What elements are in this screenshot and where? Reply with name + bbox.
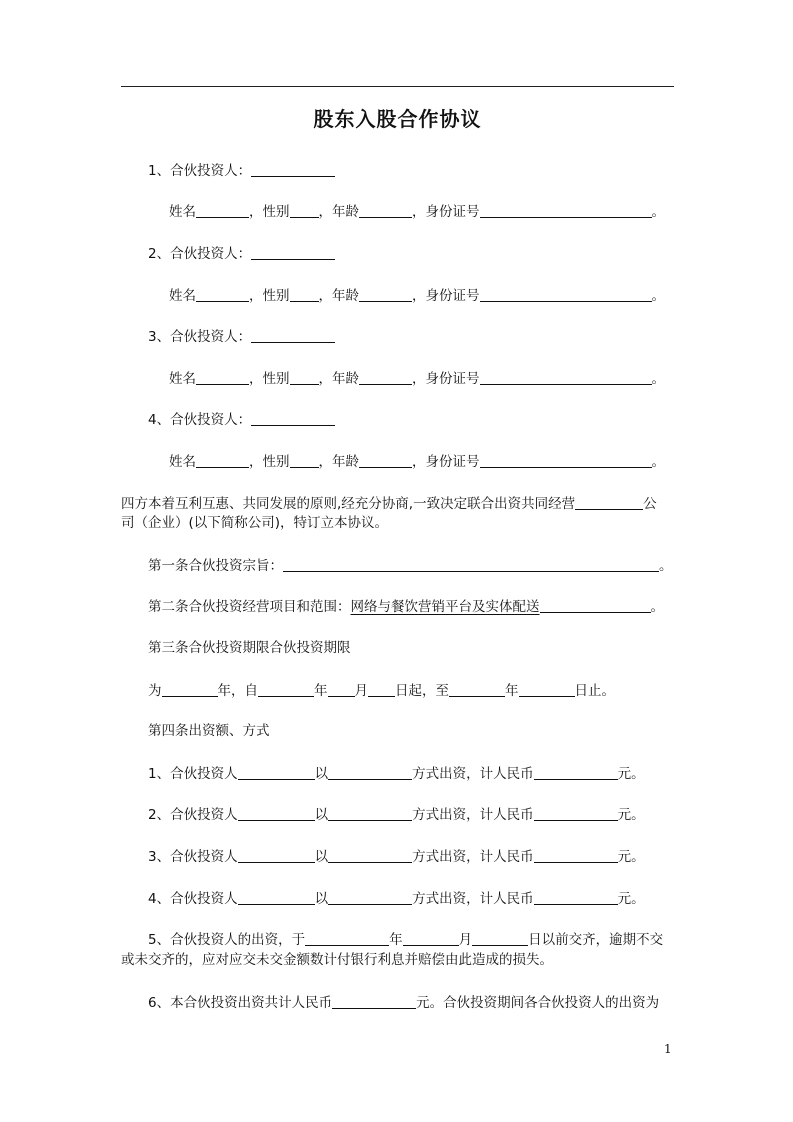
end-mark: 。	[651, 454, 665, 470]
item-text: 以	[314, 766, 329, 782]
name-label: 姓名	[169, 454, 196, 470]
term-text: 年	[314, 683, 328, 699]
name-label: 姓名	[169, 288, 196, 304]
blank	[328, 764, 412, 780]
blank	[238, 805, 315, 821]
blank	[368, 681, 395, 697]
item-text: 方式出资，计人民币	[412, 891, 534, 907]
id-label: ，身份证号	[412, 288, 480, 304]
age-label: ，年龄	[318, 288, 359, 304]
item-text: 元。	[617, 766, 645, 782]
intro-text: 四方本着互利互惠、共同发展的原则,经充分协商,一致决定联合出资共同经营	[121, 496, 576, 512]
blank	[359, 202, 412, 218]
article-label: 第三条合伙投资期限合伙投资期限	[148, 640, 351, 656]
gender-label: ，性别	[249, 454, 290, 470]
item-text: 4、合伙投资人	[148, 891, 238, 907]
term-text: 年	[505, 683, 519, 699]
name-label: 姓名	[169, 204, 196, 220]
item-text: 元。	[617, 807, 645, 823]
end-mark: 。	[651, 371, 665, 387]
item-text: 以	[314, 891, 329, 907]
blank	[403, 930, 459, 946]
item-text: 1、合伙投资人	[148, 766, 238, 782]
partner-label: 2、合伙投资人：	[148, 246, 252, 262]
term-text: 日起，至	[395, 683, 449, 699]
age-label: ，年龄	[318, 204, 359, 220]
blank	[480, 452, 652, 468]
contribution-item-2	[148, 805, 645, 824]
partner-1-info-line	[169, 202, 665, 221]
gender-label: ，性别	[249, 371, 290, 387]
item-text: 日以前交齐，逾期不交	[528, 932, 664, 948]
article-label: 第一条合伙投资宗旨：	[148, 558, 283, 574]
gender-label: ，性别	[249, 288, 290, 304]
blank	[519, 681, 575, 697]
intro-line-2	[121, 514, 388, 532]
article-1	[148, 556, 673, 575]
contribution-item-5-line-1	[148, 930, 663, 949]
blank	[196, 369, 249, 385]
id-label: ，身份证号	[412, 454, 480, 470]
term-text: 为	[148, 683, 162, 699]
contribution-item-3	[148, 847, 645, 866]
intro-line-1	[121, 494, 657, 513]
blank	[251, 244, 335, 260]
blank	[575, 494, 643, 510]
contribution-item-4	[148, 889, 645, 908]
item-text: 或未交齐的，应对应交未交金额数计付银行利息并赔偿由此造成的损失。	[121, 952, 553, 968]
blank	[290, 202, 319, 218]
blank	[238, 889, 315, 905]
blank	[251, 410, 335, 426]
blank	[328, 805, 412, 821]
item-text: 以	[314, 807, 329, 823]
blank	[283, 556, 659, 572]
item-text: 年	[389, 932, 403, 948]
blank	[258, 681, 314, 697]
end-mark: 。	[651, 204, 665, 220]
article-label: 第四条出资额、方式	[148, 723, 270, 739]
item-text: 方式出资，计人民币	[412, 766, 534, 782]
blank	[359, 286, 412, 302]
blank	[196, 452, 249, 468]
blank	[332, 993, 416, 1009]
term-text: 日止。	[574, 683, 615, 699]
article-2	[148, 597, 664, 616]
item-text: 2、合伙投资人	[148, 807, 238, 823]
article-3-term	[148, 681, 615, 700]
business-scope-value: 网络与餐饮营销平台及实体配送	[350, 599, 540, 615]
blank	[290, 369, 319, 385]
item-text: 以	[314, 849, 329, 865]
blank	[449, 681, 505, 697]
blank	[328, 889, 412, 905]
item-text: 月	[458, 932, 473, 948]
partner-label: 1、合伙投资人：	[148, 163, 252, 179]
blank	[196, 202, 249, 218]
document-title: 股东入股合作协议	[313, 107, 482, 131]
item-text: 方式出资，计人民币	[412, 807, 534, 823]
blank	[540, 597, 651, 613]
item-text: 元。合伙投资期间各合伙投资人的出资为	[416, 995, 660, 1011]
age-label: ，年龄	[318, 371, 359, 387]
partner-label: 4、合伙投资人：	[148, 412, 252, 428]
blank	[328, 847, 412, 863]
end-mark: 。	[659, 558, 673, 574]
blank	[359, 452, 412, 468]
intro-text: 司（企业）(以下简称公司)，特订立本协议。	[121, 515, 389, 531]
article-3-heading	[148, 639, 351, 657]
item-text: 6、本合伙投资出资共计人民币	[148, 995, 333, 1011]
item-text: 5、合伙投资人的出资，于	[148, 932, 306, 948]
partner-4-info-line	[169, 452, 665, 471]
blank	[251, 327, 335, 343]
blank	[251, 161, 335, 177]
blank	[290, 286, 319, 302]
partner-2-info-line	[169, 286, 665, 305]
blank	[480, 369, 652, 385]
partner-1-label-line	[148, 161, 335, 180]
partner-label: 3、合伙投资人：	[148, 329, 252, 345]
article-4-heading	[148, 722, 270, 740]
page-number: 1	[664, 1042, 672, 1056]
blank	[238, 847, 315, 863]
gender-label: ，性别	[249, 204, 290, 220]
id-label: ，身份证号	[412, 204, 480, 220]
blank	[534, 805, 618, 821]
blank	[328, 681, 355, 697]
blank	[480, 202, 652, 218]
article-label: 第二条合伙投资经营项目和范围：	[148, 599, 351, 615]
contribution-item-6	[148, 993, 659, 1012]
end-mark: 。	[650, 599, 664, 615]
header-rule	[121, 86, 674, 87]
id-label: ，身份证号	[412, 371, 480, 387]
contribution-item-5-line-2	[121, 951, 553, 969]
item-text: 3、合伙投资人	[148, 849, 238, 865]
item-text: 方式出资，计人民币	[412, 849, 534, 865]
age-label: ，年龄	[318, 454, 359, 470]
item-text: 元。	[617, 849, 645, 865]
partner-2-label-line	[148, 244, 335, 263]
name-label: 姓名	[169, 371, 196, 387]
blank	[359, 369, 412, 385]
blank	[534, 847, 618, 863]
partner-3-label-line	[148, 327, 335, 346]
blank	[196, 286, 249, 302]
contribution-item-1	[148, 764, 645, 783]
blank	[534, 764, 618, 780]
term-text: 月	[354, 683, 368, 699]
blank	[290, 452, 319, 468]
blank	[305, 930, 389, 946]
end-mark: 。	[651, 288, 665, 304]
blank	[238, 764, 315, 780]
blank	[162, 681, 218, 697]
blank	[534, 889, 618, 905]
item-text: 元。	[617, 891, 645, 907]
partner-3-info-line	[169, 369, 665, 388]
intro-text-end: 公	[643, 496, 657, 512]
partner-4-label-line	[148, 410, 335, 429]
blank	[472, 930, 528, 946]
term-text: 年，自	[217, 683, 258, 699]
blank	[480, 286, 652, 302]
